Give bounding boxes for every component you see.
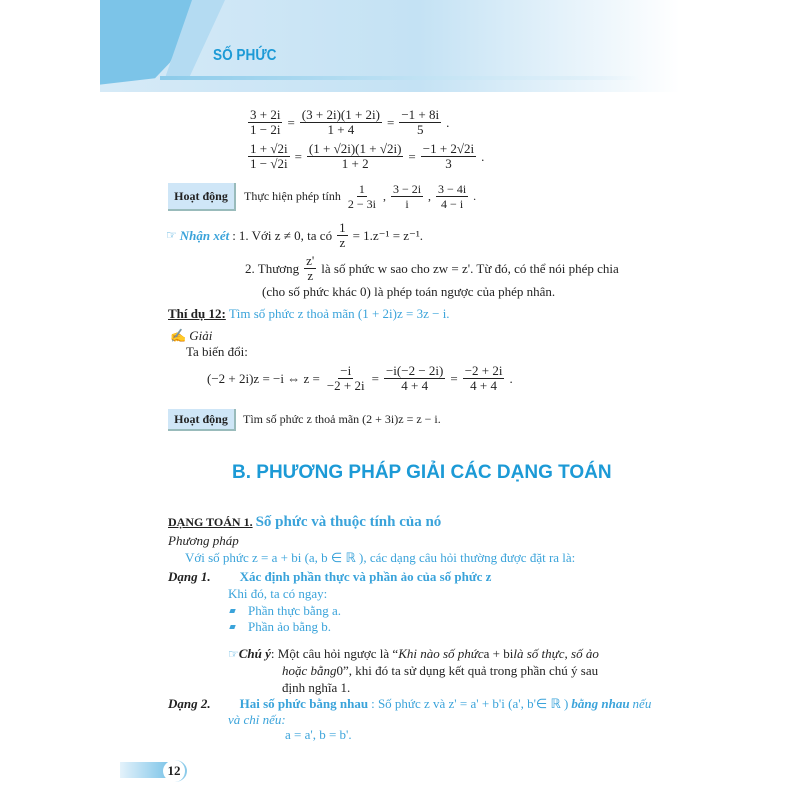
pointing-hand-icon: ☞ bbox=[166, 228, 177, 242]
form-text: và chỉ nếu: bbox=[228, 712, 286, 727]
bullet-icon bbox=[229, 609, 235, 613]
note-line-3: định nghĩa 1. bbox=[282, 680, 351, 695]
numerator: 3 − 2i bbox=[392, 182, 422, 196]
remark-1: ☞ Nhận xét : 1. Với z ≠ 0, ta có $\frac{1}{z}$ = 1.z⁻¹ = z⁻¹. bbox=[166, 220, 424, 250]
page-number: 12 bbox=[163, 760, 187, 782]
denominator: i bbox=[405, 197, 409, 211]
section-heading: B. PHƯƠNG PHÁP GIẢI CÁC DẠNG TOÁN bbox=[232, 462, 612, 483]
solution-equation: (−2 + 2i)z = −i ⇔ z = $\frac{-i}{-2 + 2i}$ = $\frac{-i(-2 - 2i)}{4 + 4}$ = $\frac{-2 + 2i}{4 + 4}$ . bbox=[207, 363, 513, 393]
denominator: 5 bbox=[416, 122, 424, 137]
header-underline bbox=[160, 76, 640, 80]
note-text: : Một câu hỏi ngược là “ bbox=[270, 646, 399, 661]
pointing-hand-icon: ☞ bbox=[228, 646, 239, 661]
remark-text: 2. Thương bbox=[245, 260, 300, 276]
equation-text: (−2 + 2i)z = −i ⇔ z = bbox=[207, 370, 320, 386]
form-title: Xác định phần thực và phần ảo của số phức z bbox=[239, 569, 492, 584]
activity-2-text: Tìm số phức z thoả mãn (2 + 3i)z = z − i. bbox=[243, 412, 441, 426]
numerator: −1 + 8i bbox=[401, 107, 440, 122]
activity-text: Thực hiện phép tính bbox=[244, 189, 341, 203]
form-2-line2 bbox=[228, 712, 286, 728]
equation-2: $\frac{1 + √2i}{1 - √2i}$ = $\frac{(1 + √2i)(1 + √2i)}{1 + 2}$ = $\frac{-1 + 2√2i}{3}$ . bbox=[250, 141, 485, 171]
list-item-text: Phần ảo bằng b. bbox=[248, 619, 332, 634]
form-label: Dạng 1. bbox=[168, 569, 211, 584]
denominator: z bbox=[339, 235, 346, 250]
form-text: nếu bbox=[632, 696, 652, 711]
denominator: 4 − i bbox=[441, 197, 464, 211]
remark-text: 1. Với z ≠ 0, ta có bbox=[238, 227, 333, 243]
numerator: (3 + 2i)(1 + 2i) bbox=[301, 107, 380, 122]
denominator: 4 + 4 bbox=[401, 378, 429, 393]
form-text: bằng nhau bbox=[571, 696, 630, 711]
denominator: 1 − √2i bbox=[250, 156, 288, 171]
remark-text: là số phức w sao cho zw = z'. Từ đó, có thể nói phép chia bbox=[321, 260, 619, 276]
numerator: −i bbox=[340, 363, 352, 378]
form-1 bbox=[168, 569, 491, 585]
problem-type-1 bbox=[168, 514, 441, 531]
example-12 bbox=[168, 306, 450, 322]
method-text: Phương pháp bbox=[168, 533, 239, 548]
denominator: 4 + 4 bbox=[470, 378, 498, 393]
solution-label: Giải bbox=[189, 328, 213, 343]
numerator: −1 + 2√2i bbox=[422, 141, 475, 156]
denominator: z bbox=[307, 268, 314, 283]
note-label: Chú ý bbox=[238, 646, 271, 661]
solution-heading bbox=[170, 328, 212, 344]
pencil-icon: ✍ bbox=[170, 328, 187, 343]
remark-2-line2: (cho số phức khác 0) là phép toán ngược của phép nhân. bbox=[262, 284, 556, 299]
activity-1-text: Thực hiện phép tính $\frac{1}{2 - 3i}$ , $\frac{3 - 2i}{i}$ , $\frac{3 - 4i}{4 - i}$ . bbox=[244, 182, 477, 211]
numerator: 3 − 4i bbox=[438, 182, 467, 196]
form-2-equation: a = a', b = b'. bbox=[285, 727, 352, 742]
list-item-text: Phần thực bằng a. bbox=[248, 603, 341, 618]
numerator: −2 + 2i bbox=[464, 363, 503, 378]
note-line-2 bbox=[282, 663, 598, 679]
remark-label: Nhận xét bbox=[179, 227, 230, 243]
denominator: 1 − 2i bbox=[250, 122, 281, 137]
numerator: 1 bbox=[339, 220, 346, 235]
type-label: DẠNG TOÁN 1. bbox=[168, 515, 253, 529]
form-1-text: Khi đó, ta có ngay: bbox=[228, 586, 328, 601]
form-2 bbox=[168, 696, 651, 712]
chapter-title: SỐ PHỨC bbox=[213, 47, 277, 64]
note-text: 0”, khi đó ta sử dụng kết quả trong phần chú ý sau bbox=[336, 663, 599, 678]
example-text: Tìm số phức z thoả mãn (1 + 2i)z = 3z − i. bbox=[228, 306, 450, 321]
note-text: hoặc bằng bbox=[282, 663, 337, 678]
denominator: 1 + 2 bbox=[341, 156, 369, 171]
activity-badge: Hoạt động bbox=[168, 183, 236, 211]
bullet-icon bbox=[229, 625, 235, 629]
remark-2 bbox=[245, 254, 619, 283]
denominator: 3 bbox=[445, 156, 452, 171]
denominator: 1 + 4 bbox=[327, 122, 355, 137]
solution-step: Ta biến đổi: bbox=[186, 344, 248, 359]
note-line-1 bbox=[228, 646, 599, 662]
numerator: z' bbox=[306, 253, 315, 268]
type-title: Số phức và thuộc tính của nó bbox=[255, 514, 442, 530]
method-intro: Với số phức z = a + bi (a, b ∈ ℝ ), các dạng câu hỏi thường được đặt ra là: bbox=[185, 550, 576, 565]
denominator: −2 + 2i bbox=[326, 378, 365, 393]
form-label: Dạng 2. bbox=[168, 696, 211, 711]
numerator: 1 bbox=[358, 182, 365, 196]
list-item bbox=[230, 603, 341, 619]
numerator: (1 + √2i)(1 + √2i) bbox=[308, 141, 402, 156]
list-item bbox=[230, 619, 331, 635]
note-text: a + bi bbox=[483, 646, 514, 661]
note-text: Khi nào số phức bbox=[398, 646, 484, 661]
denominator: 2 − 3i bbox=[347, 197, 376, 211]
remark-text: = 1.z⁻¹ = z⁻¹. bbox=[352, 227, 424, 243]
method-label bbox=[168, 533, 239, 549]
example-label: Thí dụ 12: bbox=[168, 306, 226, 321]
numerator: 3 + 2i bbox=[250, 107, 281, 122]
numerator: −i(−2 − 2i) bbox=[385, 363, 444, 378]
equation-1: $\frac{3 + 2i}{1 - 2i}$ = $\frac{(3 + 2i)(1 + 2i)}{1 + 4}$ = $\frac{-1 + 8i}{5}$ . bbox=[250, 107, 450, 137]
numerator: 1 + √2i bbox=[250, 141, 288, 156]
form-text: : Số phức z và z' = a' + b'i (a', b'∈ ℝ ) bbox=[371, 696, 569, 711]
activity-badge: Hoạt động bbox=[168, 409, 236, 431]
form-title: Hai số phức bằng nhau bbox=[239, 696, 369, 711]
note-text: là số thực, số ảo bbox=[513, 646, 599, 661]
